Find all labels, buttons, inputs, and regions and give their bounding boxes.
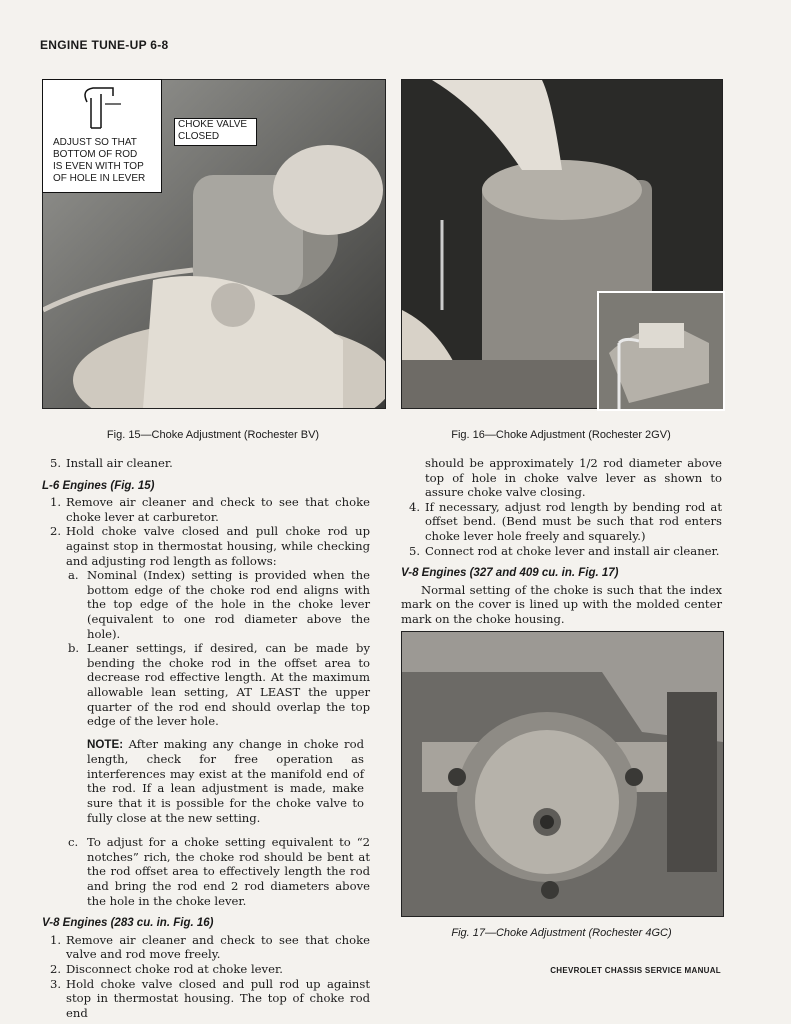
list-text: Hold choke valve closed and pull rod up against stop in thermostat housing. The top of choke rod end (66, 976, 370, 1020)
list-item (401, 500, 722, 544)
sub-letter: c. (68, 835, 79, 850)
list-item (42, 962, 370, 977)
right-column (401, 456, 722, 627)
fig16-caption: Fig. 16—Choke Adjustment (Rochester 2GV) (451, 429, 671, 441)
list-number: 2. (50, 962, 62, 976)
section-heading: V-8 Engines (327 and 409 cu. in. Fig. 17) (401, 567, 619, 580)
left-column (42, 456, 370, 1020)
list-item (42, 977, 370, 1021)
rod-lever-icon (43, 80, 161, 140)
callout-choke-line: CHOKE VALVE (178, 119, 248, 130)
list-item (42, 456, 370, 471)
callout-adjust-line: IS EVEN WITH TOP (53, 161, 144, 172)
section-heading: V-8 Engines (283 cu. in. Fig. 16) (42, 917, 214, 930)
page-footer: CHEVROLET CHASSIS SERVICE MANUAL (550, 966, 721, 975)
sub-item (42, 568, 370, 641)
list-text: should be approximately 1/2 rod diameter above top of hole in choke valve lever as shown to assure choke valve closing. (425, 456, 722, 500)
list-text: Install air cleaner. (66, 456, 173, 470)
sub-text: Leaner settings, if desired, can be made by bending the choke rod in the offset area to decrease rod effective length. At the maximum allowable lean setting, AT LEAST the upper quarter of the rod end should overlap the top edge of the lever hole. (87, 641, 370, 729)
note-text: After making any change in choke rod length, check for free operation as interferences may exist at the manifold end of the rod. If a lean adjustment is made, make sure that it is possible for the choke valve to fully close at the new setting. (87, 736, 364, 825)
note-label: NOTE: (87, 737, 124, 751)
list-text: Remove air cleaner and check to see that choke choke lever at carburetor. (66, 495, 370, 524)
list-number: 1. (50, 932, 62, 947)
list-number: 3. (50, 976, 62, 991)
callout-choke-line: CLOSED (178, 131, 220, 142)
fig17-caption (401, 927, 722, 939)
fig17-caption-text: Fig. 17—Choke Adjustment (Rochester 4GC) (451, 927, 672, 939)
callout-adjust-line: ADJUST SO THAT (53, 137, 137, 148)
fig15-adjust-callout (42, 79, 162, 193)
list-number: 2. (50, 524, 62, 539)
list-item (42, 495, 370, 524)
note-block (42, 737, 370, 826)
section-heading: L-6 Engines (Fig. 15) (42, 479, 155, 492)
list-text: Disconnect choke rod at choke lever. (66, 962, 283, 976)
sub-item (42, 641, 370, 729)
sub-letter: a. (68, 568, 79, 583)
list-text: Remove air cleaner and check to see that choke valve and rod move freely. (66, 932, 370, 962)
list-text: If necessary, adjust rod length by bending rod at offset bend. (Bend must be such that rod enters choke lever hole freely and squarely.) (425, 499, 722, 543)
list-number: 5. (409, 543, 421, 558)
fig15-caption: Fig. 15—Choke Adjustment (Rochester BV) (106, 429, 320, 441)
list-number: 5. (50, 456, 62, 470)
callout-adjust-line: OF HOLE IN LEVER (53, 173, 146, 184)
list-item (42, 524, 370, 568)
fig16-inset-photo (597, 291, 725, 411)
continued-text (401, 456, 722, 500)
sub-letter: b. (68, 641, 80, 656)
sub-text: To adjust for a choke setting equivalent to “2 notches” rich, the choke rod should be bent at the rod offset area to effectively length the rod and bring the rod end 2 rod diameters above the hole in the choke lever. (87, 835, 370, 908)
list-item (401, 544, 722, 559)
sub-item (42, 835, 370, 908)
sub-text: Nominal (Index) setting is provided when the bottom edge of the choke rod end aligns with the top edge of the hole in the choke lever (equivalent to one rod diameter above the hole). (87, 568, 370, 641)
list-number: 1. (50, 495, 62, 510)
fig15-choke-callout (174, 118, 257, 146)
list-text: Hold choke valve closed and pull choke rod up against stop in thermostat housing, while checking and adjusting rod length as follows: (66, 524, 370, 568)
callout-adjust-line: BOTTOM OF ROD (53, 149, 138, 160)
fig17-photo (401, 631, 724, 917)
list-item (42, 933, 370, 962)
body-paragraph: Normal setting of the choke is such that the index mark on the cover is lined up with the molded center mark on the choke housing. (401, 582, 722, 626)
list-text: Connect rod at choke lever and install air cleaner. (425, 543, 720, 558)
page-header: ENGINE TUNE-UP 6-8 (40, 38, 169, 52)
list-number: 4. (409, 499, 421, 514)
